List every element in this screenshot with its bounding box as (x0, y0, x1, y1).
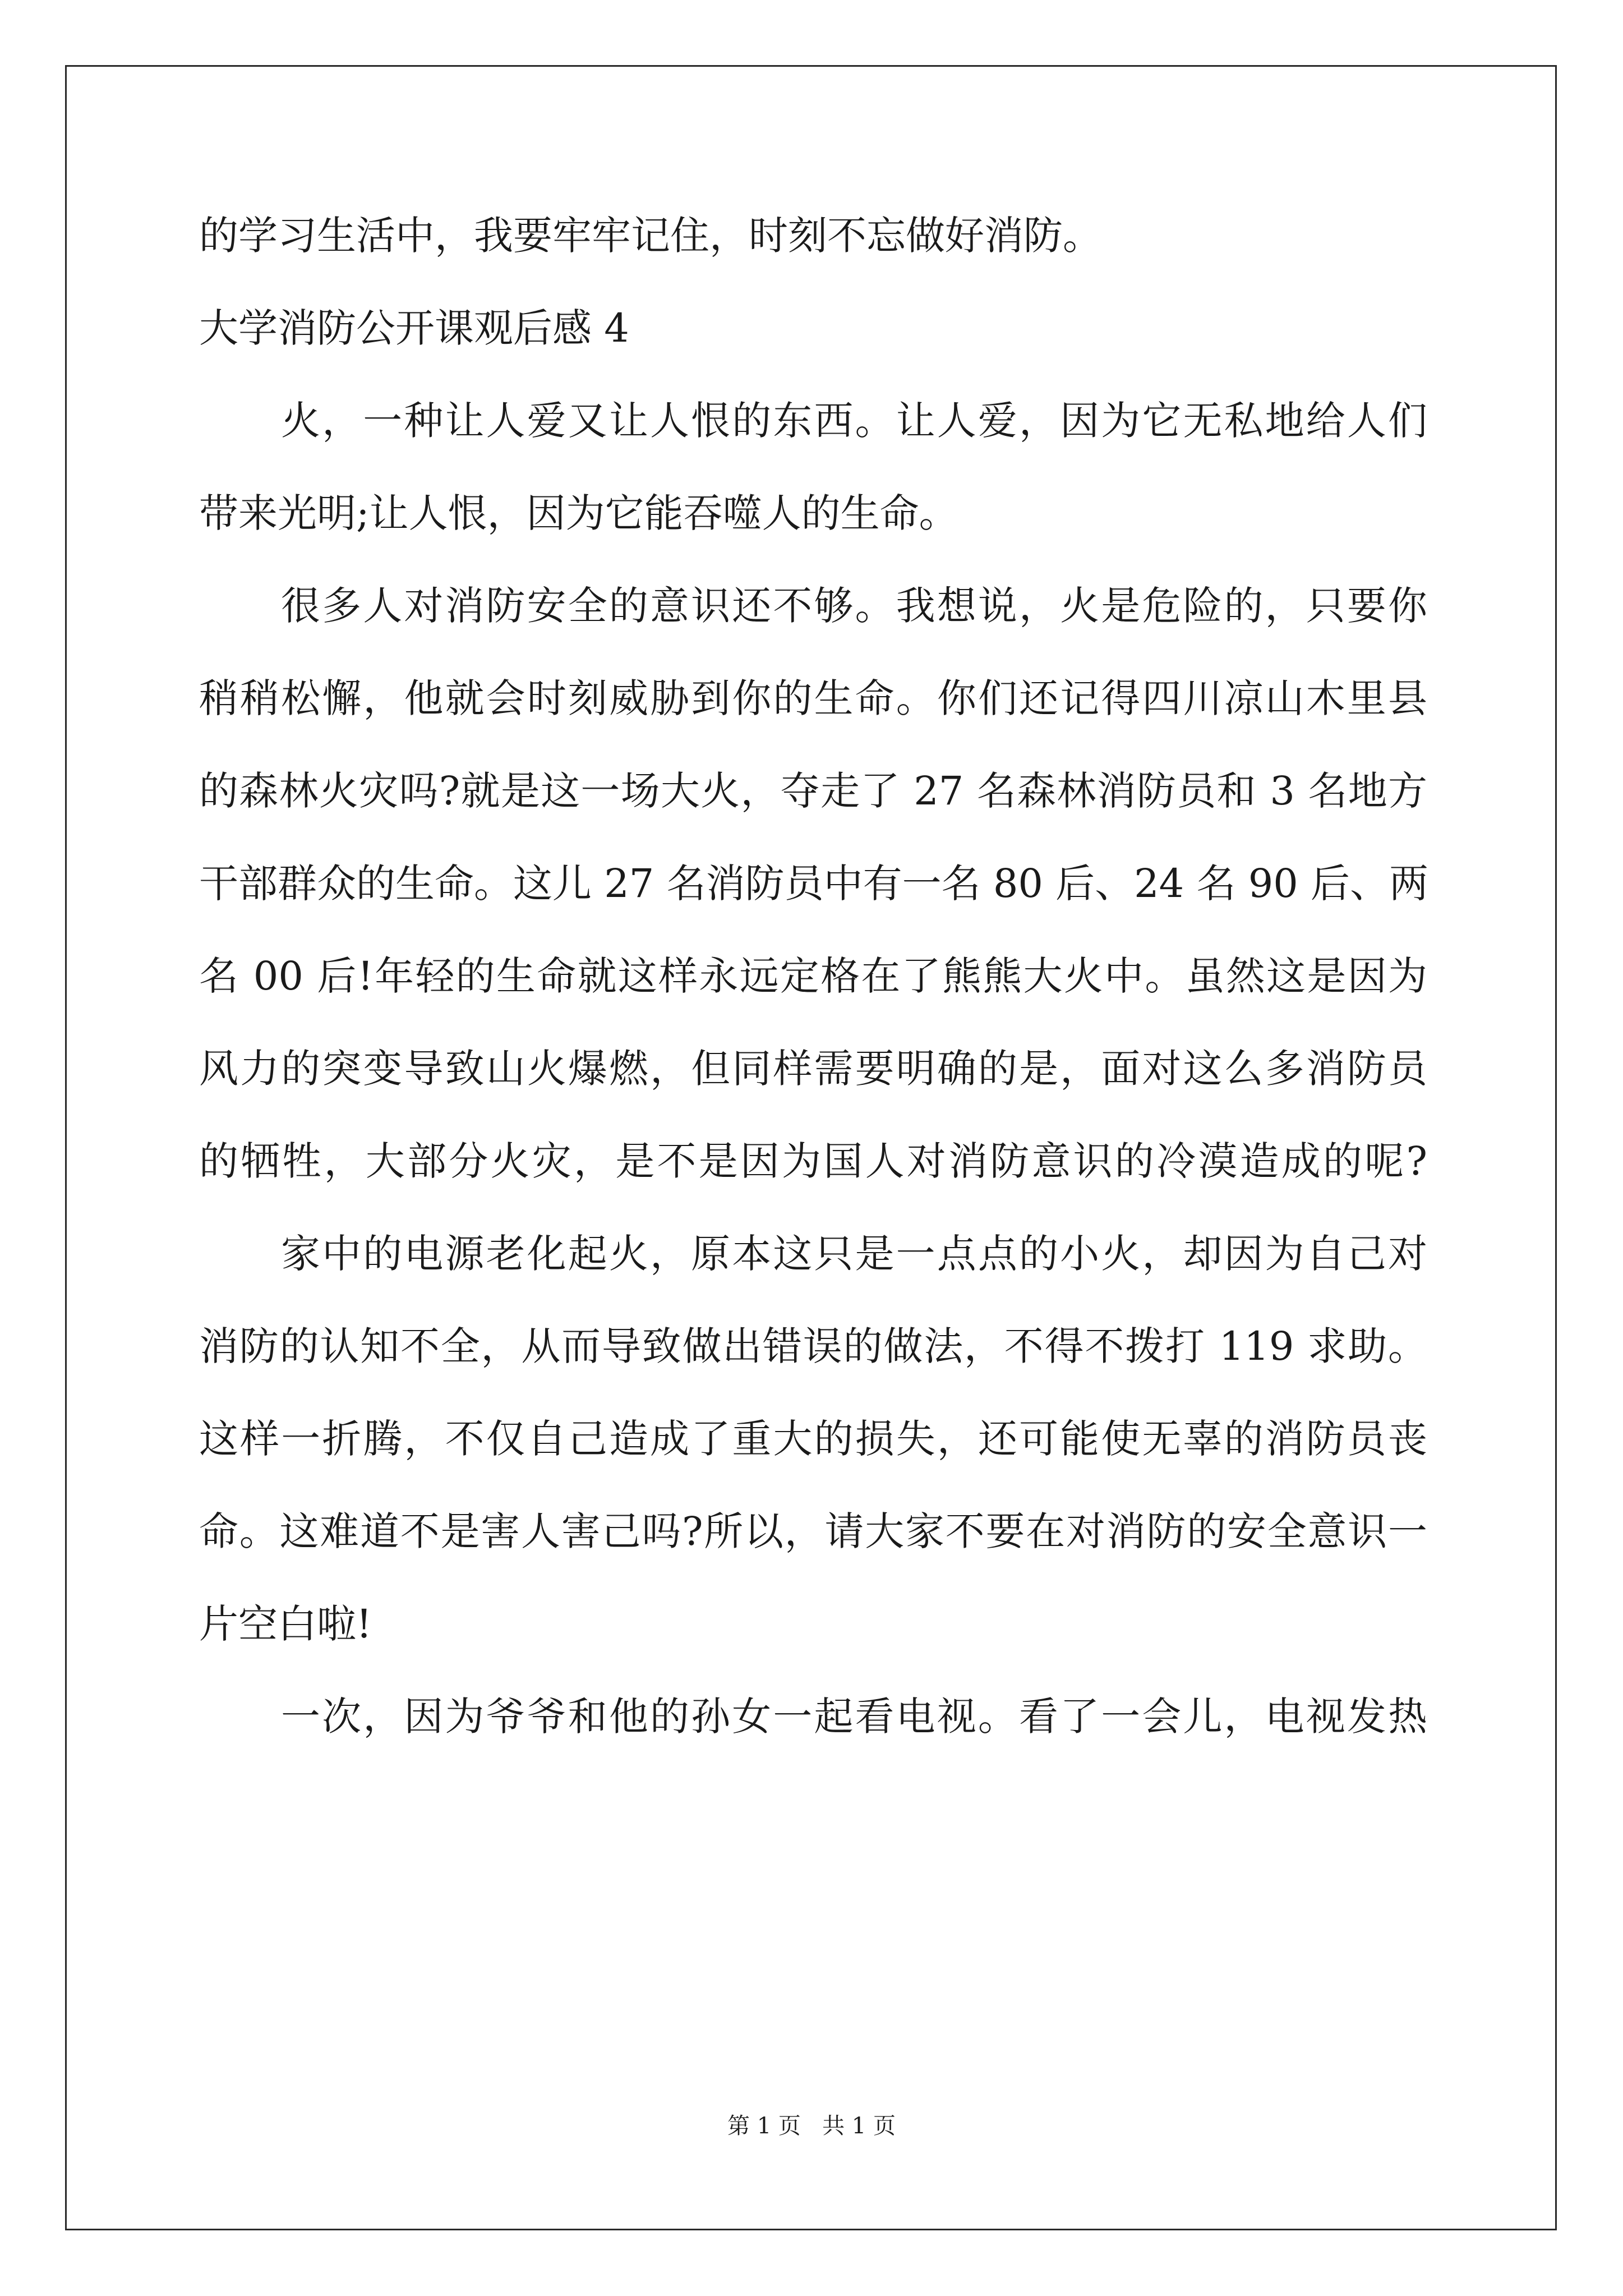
paragraph-line: 一次，因为爷爷和他的孙女一起看电视。看了一会儿，电视发热 (281, 1694, 1427, 1740)
page-footer: 第 1 页 共 1 页 (727, 2113, 896, 2139)
paragraph-line: 命。这难道不是害人害己吗?所以，请大家不要在对消防的安全意识一 (199, 1508, 1427, 1554)
paragraph-line: 家中的电源老化起火，原本这只是一点点的小火，却因为自己对 (281, 1231, 1427, 1277)
section-heading: 大学消防公开课观后感 4 (199, 305, 629, 351)
paragraph-line: 火，一种让人爱又让人恨的东西。让人爱，因为它无私地给人们 (281, 398, 1427, 444)
paragraph-line: 的森林火灾吗?就是这一场大火，夺走了 27 名森林消防员和 3 名地方 (199, 768, 1427, 814)
paragraph-line: 的牺牲，大部分火灾，是不是因为国人对消防意识的冷漠造成的呢? (199, 1138, 1427, 1184)
paragraph-line: 带来光明;让人恨，因为它能吞噬人的生命。 (199, 490, 958, 536)
paragraph-line: 片空白啦! (199, 1601, 372, 1647)
body-line: 的学习生活中，我要牢牢记住，时刻不忘做好消防。 (199, 213, 1102, 259)
paragraph-line: 消防的认知不全，从而导致做出错误的做法，不得不拨打 119 求助。 (199, 1323, 1427, 1369)
paragraph-line: 这样一折腾，不仅自己造成了重大的损失，还可能使无辜的消防员丧 (199, 1416, 1427, 1462)
paragraph-line: 风力的突变导致山火爆燃，但同样需要明确的是，面对这么多消防员 (199, 1046, 1427, 1092)
paragraph-line: 干部群众的生命。这儿 27 名消防员中有一名 80 后、24 名 90 后、两 (199, 861, 1429, 907)
paragraph-line: 稍稍松懈，他就会时刻威胁到你的生命。你们还记得四川凉山木里县 (199, 675, 1427, 721)
paragraph-line: 名 00 后!年轻的生命就这样永远定格在了熊熊大火中。虽然这是因为 (199, 953, 1427, 999)
paragraph-line: 很多人对消防安全的意识还不够。我想说，火是危险的，只要你 (281, 583, 1427, 629)
